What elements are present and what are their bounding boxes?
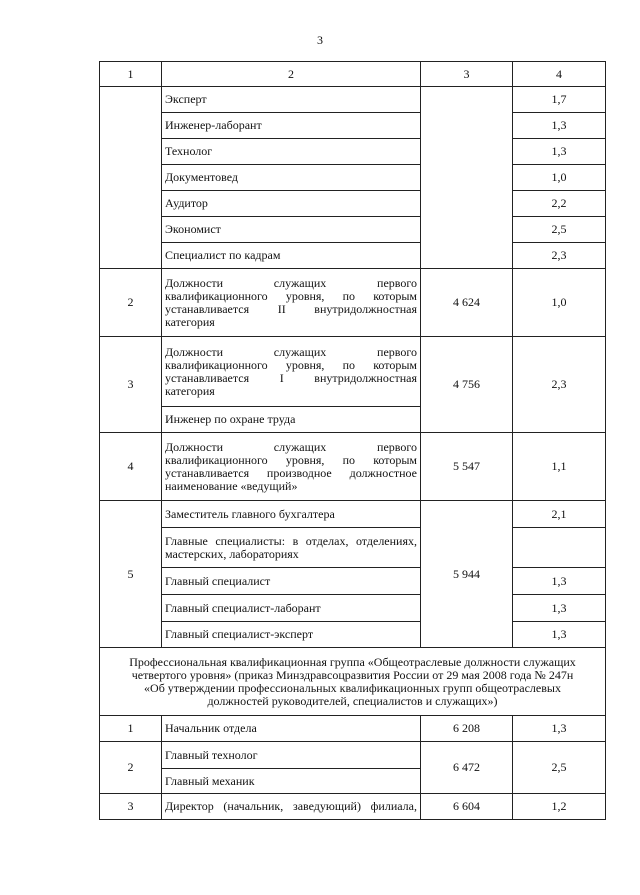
coefficient: 1,3 bbox=[513, 568, 606, 595]
salary: 4 756 bbox=[421, 337, 513, 433]
coefficient: 1,7 bbox=[513, 87, 606, 113]
description-line: Должности служащих первого bbox=[165, 275, 417, 290]
description-line: квалификационного уровня, по которым bbox=[165, 357, 417, 372]
position-description bbox=[162, 528, 421, 568]
position-name: Главный специалист-эксперт bbox=[162, 622, 421, 648]
level-number: 3 bbox=[100, 337, 162, 433]
position-description bbox=[162, 269, 421, 337]
column-header-1: 1 bbox=[100, 62, 162, 87]
level-number: 2 bbox=[100, 742, 162, 794]
table-row bbox=[100, 243, 606, 269]
description-line: Главные специалисты: в отделах, отделениях, bbox=[165, 533, 417, 548]
description-line: устанавливается II внутридолжностная bbox=[165, 301, 417, 316]
position-name: Экономист bbox=[162, 217, 421, 243]
column-header-3: 3 bbox=[421, 62, 513, 87]
coefficient: 1,3 bbox=[513, 622, 606, 648]
table-row bbox=[100, 595, 606, 622]
column-header-2: 2 bbox=[162, 62, 421, 87]
salary-cell bbox=[421, 87, 513, 269]
level-number: 2 bbox=[100, 269, 162, 337]
coefficient: 2,2 bbox=[513, 191, 606, 217]
group-header-line: четвертого уровня» (приказ Минздравсоцразвития России от 29 мая 2008 года № 247н bbox=[131, 667, 574, 682]
coefficient: 2,5 bbox=[513, 217, 606, 243]
page-number: 3 bbox=[317, 33, 323, 47]
table-header-row bbox=[100, 62, 606, 87]
table-row bbox=[100, 501, 606, 528]
description-line: Должности служащих первого bbox=[165, 344, 417, 359]
position-name: Начальник отдела bbox=[162, 716, 421, 742]
position-name: Главный специалист bbox=[162, 568, 421, 595]
position-description bbox=[162, 433, 421, 501]
coefficient: 1,0 bbox=[513, 269, 606, 337]
description-line: категория bbox=[165, 314, 215, 329]
position-name: Главный технолог bbox=[162, 742, 421, 769]
level-number: 3 bbox=[100, 794, 162, 820]
level-number-cell bbox=[100, 87, 162, 269]
description-line: мастерских, лабораториях bbox=[165, 546, 299, 561]
coefficient: 1,0 bbox=[513, 165, 606, 191]
group-header-line: «Об утверждении профессиональных квалификационных групп общеотраслевых bbox=[144, 680, 561, 695]
coefficient: 1,3 bbox=[513, 716, 606, 742]
table-row bbox=[100, 139, 606, 165]
coefficient: 1,2 bbox=[513, 794, 606, 820]
coefficient: 2,3 bbox=[513, 337, 606, 433]
description-line: наименование «ведущий» bbox=[165, 478, 298, 493]
table-row bbox=[100, 528, 606, 568]
table-row bbox=[100, 568, 606, 595]
description-line: категория bbox=[165, 383, 215, 398]
description-line: Должности служащих первого bbox=[165, 439, 417, 454]
coefficient: 2,3 bbox=[513, 243, 606, 269]
position-name: Эксперт bbox=[162, 87, 421, 113]
description-line: устанавливается производное должностное bbox=[165, 465, 417, 480]
coefficient: 1,3 bbox=[513, 139, 606, 165]
table-row bbox=[100, 87, 606, 113]
table-row bbox=[100, 217, 606, 243]
position-name: Заместитель главного бухгалтера bbox=[162, 501, 421, 528]
coefficient: 1,3 bbox=[513, 113, 606, 139]
level-number: 4 bbox=[100, 433, 162, 501]
coefficient: 2,5 bbox=[513, 742, 606, 794]
salary: 5 944 bbox=[421, 501, 513, 648]
coefficient bbox=[513, 528, 606, 568]
salary: 5 547 bbox=[421, 433, 513, 501]
table-row bbox=[100, 113, 606, 139]
salary: 6 208 bbox=[421, 716, 513, 742]
description-line: устанавливается I внутридолжностная bbox=[165, 370, 417, 385]
table-row bbox=[100, 191, 606, 217]
group-header-row bbox=[100, 648, 606, 716]
salary: 4 624 bbox=[421, 269, 513, 337]
positions-table bbox=[99, 61, 606, 820]
position-name: Главный механик bbox=[162, 769, 421, 794]
coefficient: 2,1 bbox=[513, 501, 606, 528]
table-row bbox=[100, 794, 606, 820]
position-name: Инженер по охране труда bbox=[162, 407, 421, 433]
coefficient: 1,3 bbox=[513, 595, 606, 622]
table-row bbox=[100, 165, 606, 191]
level-number: 1 bbox=[100, 716, 162, 742]
group-header-line: должностей руководителей, специалистов и служащих») bbox=[207, 693, 498, 708]
table-row bbox=[100, 433, 606, 501]
position-name: Документовед bbox=[162, 165, 421, 191]
position-name: Технолог bbox=[162, 139, 421, 165]
coefficient: 1,1 bbox=[513, 433, 606, 501]
position-name: Инженер-лаборант bbox=[162, 113, 421, 139]
table-row bbox=[100, 622, 606, 648]
position-description bbox=[162, 337, 421, 407]
position-name: Аудитор bbox=[162, 191, 421, 217]
description-line: квалификационного уровня, по которым bbox=[165, 452, 417, 467]
description-line: квалификационного уровня, по которым bbox=[165, 288, 417, 303]
level-number: 5 bbox=[100, 501, 162, 648]
table-row bbox=[100, 716, 606, 742]
table-row bbox=[100, 742, 606, 769]
column-header-4: 4 bbox=[513, 62, 606, 87]
position-name: Главный специалист-лаборант bbox=[162, 595, 421, 622]
position-name: Директор (начальник, заведующий) филиала, bbox=[162, 794, 421, 820]
group-header bbox=[100, 648, 606, 716]
group-header-line: Профессиональная квалификационная группа «Общеотраслевые должности служащих bbox=[129, 654, 576, 669]
table-row bbox=[100, 269, 606, 337]
position-name: Специалист по кадрам bbox=[162, 243, 421, 269]
salary: 6 472 bbox=[421, 742, 513, 794]
table-row bbox=[100, 337, 606, 407]
salary: 6 604 bbox=[421, 794, 513, 820]
